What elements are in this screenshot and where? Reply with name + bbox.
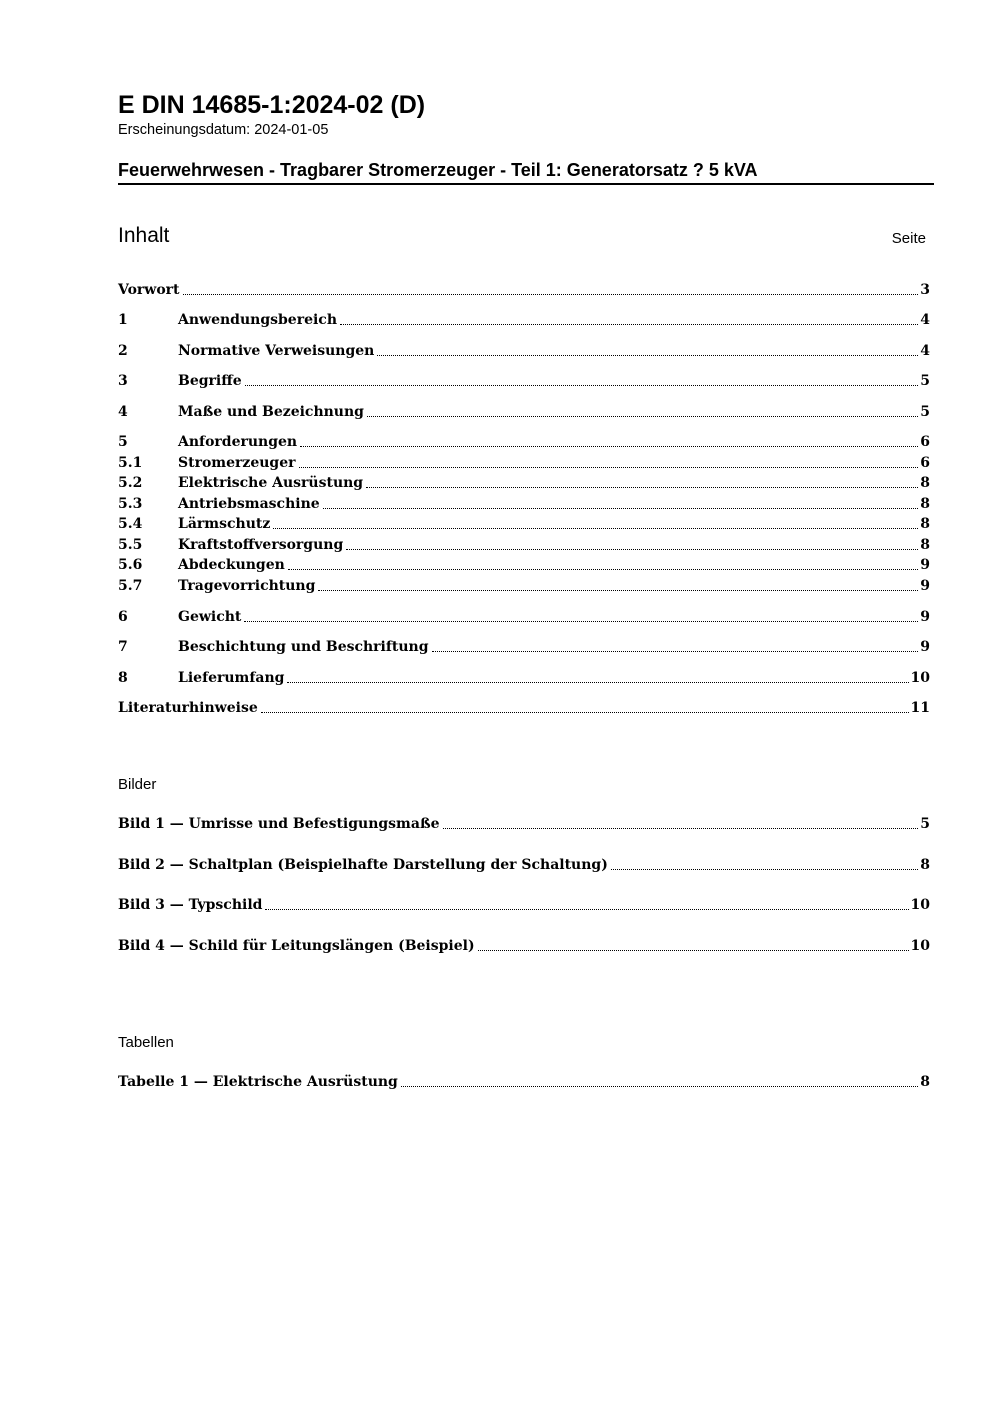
dot-leader (299, 467, 919, 468)
dot-leader (323, 508, 919, 509)
toc-entry-page: 8 (920, 537, 930, 553)
dot-leader (245, 385, 919, 386)
dot-leader (401, 1086, 918, 1087)
toc-entry-text: Literaturhinweise (118, 700, 258, 716)
toc-heading: Inhalt (118, 224, 170, 247)
dot-leader (366, 487, 918, 488)
toc-entry-text: Begriffe (178, 373, 242, 389)
dot-leader (432, 651, 919, 652)
toc-entry-number: 5.1 (118, 455, 143, 471)
toc-entry-text: Anwendungsbereich (178, 312, 337, 328)
figure-entry-text: Bild 3 — Typschild (118, 897, 263, 913)
toc-entry[interactable] (118, 473, 930, 493)
toc-entry-page: 9 (920, 557, 930, 573)
toc-entry-page: 8 (920, 516, 930, 532)
figure-entry[interactable] (118, 895, 930, 915)
dot-leader (443, 828, 919, 829)
toc-entry[interactable] (118, 668, 930, 688)
toc-entry-number: 5.3 (118, 496, 143, 512)
document-title: Feuerwehrwesen - Tragbarer Stromerzeuger - Teil 1: Generatorsatz ? 5 kVA (118, 158, 934, 185)
toc-entry-page: 8 (920, 496, 930, 512)
toc-entry[interactable] (118, 402, 930, 422)
publication-date: Erscheinungsdatum: 2024-01-05 (118, 122, 329, 138)
toc-entry[interactable] (118, 555, 930, 575)
toc-entry[interactable] (118, 607, 930, 627)
toc-entry-number: 8 (118, 670, 128, 686)
tables-heading: Tabellen (118, 1034, 174, 1051)
document-id: E DIN 14685-1:2024-02 (D) (118, 91, 426, 119)
toc-entry[interactable] (118, 514, 930, 534)
toc-entry-number: 5.6 (118, 557, 143, 573)
toc-entry-page: 8 (920, 475, 930, 491)
toc-entry[interactable] (118, 535, 930, 555)
toc-entry-text: Elektrische Ausrüstung (178, 475, 364, 491)
figure-entry-text: Bild 1 — Umrisse und Befestigungsmaße (118, 816, 440, 832)
toc-entry-page: 10 (910, 670, 930, 686)
toc-entry-page: 9 (920, 609, 930, 625)
toc-entry-page: 9 (920, 639, 930, 655)
toc-entry[interactable] (118, 698, 930, 718)
dot-leader (611, 869, 918, 870)
toc-entry[interactable] (118, 453, 930, 473)
toc-entry-text: Abdeckungen (178, 557, 285, 573)
toc-entry[interactable] (118, 341, 930, 361)
toc-entry-page: 4 (920, 343, 930, 359)
toc-entry-text: Anforderungen (178, 434, 298, 450)
toc-entry[interactable] (118, 432, 930, 452)
figure-entry-page: 10 (910, 938, 930, 954)
dot-leader (346, 549, 918, 550)
toc-entry-page: 9 (920, 578, 930, 594)
toc-entry-page: 5 (920, 404, 930, 420)
dot-leader (340, 324, 918, 325)
figure-entry-page: 10 (910, 897, 930, 913)
figure-entry-page: 8 (920, 857, 930, 873)
toc-entry-text: Maße und Bezeichnung (178, 404, 364, 420)
toc-entry-text: Stromerzeuger (178, 455, 296, 471)
toc-entry-number: 2 (118, 343, 128, 359)
toc-entry-text: Vorwort (118, 282, 180, 298)
dot-leader (273, 528, 918, 529)
figure-entry[interactable] (118, 936, 930, 956)
toc-entry[interactable] (118, 637, 930, 657)
toc-entry-text: Antriebsmaschine (178, 496, 320, 512)
toc-entry-number: 3 (118, 373, 128, 389)
dot-leader (318, 590, 918, 591)
dot-leader (261, 712, 909, 713)
toc-entry[interactable] (118, 494, 930, 514)
toc-entry-page: 3 (920, 282, 930, 298)
figure-entry-page: 5 (920, 816, 930, 832)
toc-entry-text: Beschichtung und Beschriftung (178, 639, 429, 655)
table-entry-page: 8 (920, 1074, 930, 1090)
page-column-label: Seite (891, 230, 926, 247)
toc-entry-page: 11 (910, 700, 930, 716)
figure-entry-text: Bild 2 — Schaltplan (Beispielhafte Darstellung der Schaltung) (118, 857, 608, 873)
toc-entry[interactable] (118, 280, 930, 300)
toc-entry-number: 5.4 (118, 516, 143, 532)
toc-entry-text: Gewicht (178, 609, 242, 625)
toc-entry-number: 5.5 (118, 537, 143, 553)
toc-entry-number: 4 (118, 404, 128, 420)
dot-leader (478, 950, 909, 951)
figure-entry[interactable] (118, 855, 930, 875)
table-entry-text: Tabelle 1 — Elektrische Ausrüstung (118, 1074, 398, 1090)
table-entry[interactable] (118, 1072, 930, 1092)
toc-entry[interactable] (118, 310, 930, 330)
toc-entry-number: 5 (118, 434, 128, 450)
toc-entry-page: 4 (920, 312, 930, 328)
toc-entry-page: 5 (920, 373, 930, 389)
toc-entry-number: 1 (118, 312, 128, 328)
toc-entry-number: 7 (118, 639, 128, 655)
dot-leader (367, 416, 918, 417)
toc-entry-text: Lieferumfang (178, 670, 285, 686)
toc-entry-number: 5.7 (118, 578, 143, 594)
dot-leader (265, 909, 908, 910)
dot-leader (300, 446, 918, 447)
dot-leader (288, 569, 918, 570)
figure-entry[interactable] (118, 814, 930, 834)
toc-entry-text: Kraftstoffversorgung (178, 537, 344, 553)
figure-entry-text: Bild 4 — Schild für Leitungslängen (Beispiel) (118, 938, 475, 954)
dot-leader (287, 682, 908, 683)
dot-leader (183, 294, 919, 295)
toc-entry-text: Lärmschutz (178, 516, 271, 532)
dot-leader (244, 621, 918, 622)
toc-entry-text: Normative Verweisungen (178, 343, 375, 359)
toc-entry[interactable] (118, 371, 930, 391)
toc-entry[interactable] (118, 576, 930, 596)
toc-entry-text: Tragevorrichtung (178, 578, 316, 594)
toc-entry-page: 6 (920, 455, 930, 471)
figures-heading: Bilder (118, 776, 157, 793)
toc-entry-page: 6 (920, 434, 930, 450)
toc-entry-number: 5.2 (118, 475, 143, 491)
toc-entry-number: 6 (118, 609, 128, 625)
dot-leader (377, 355, 918, 356)
